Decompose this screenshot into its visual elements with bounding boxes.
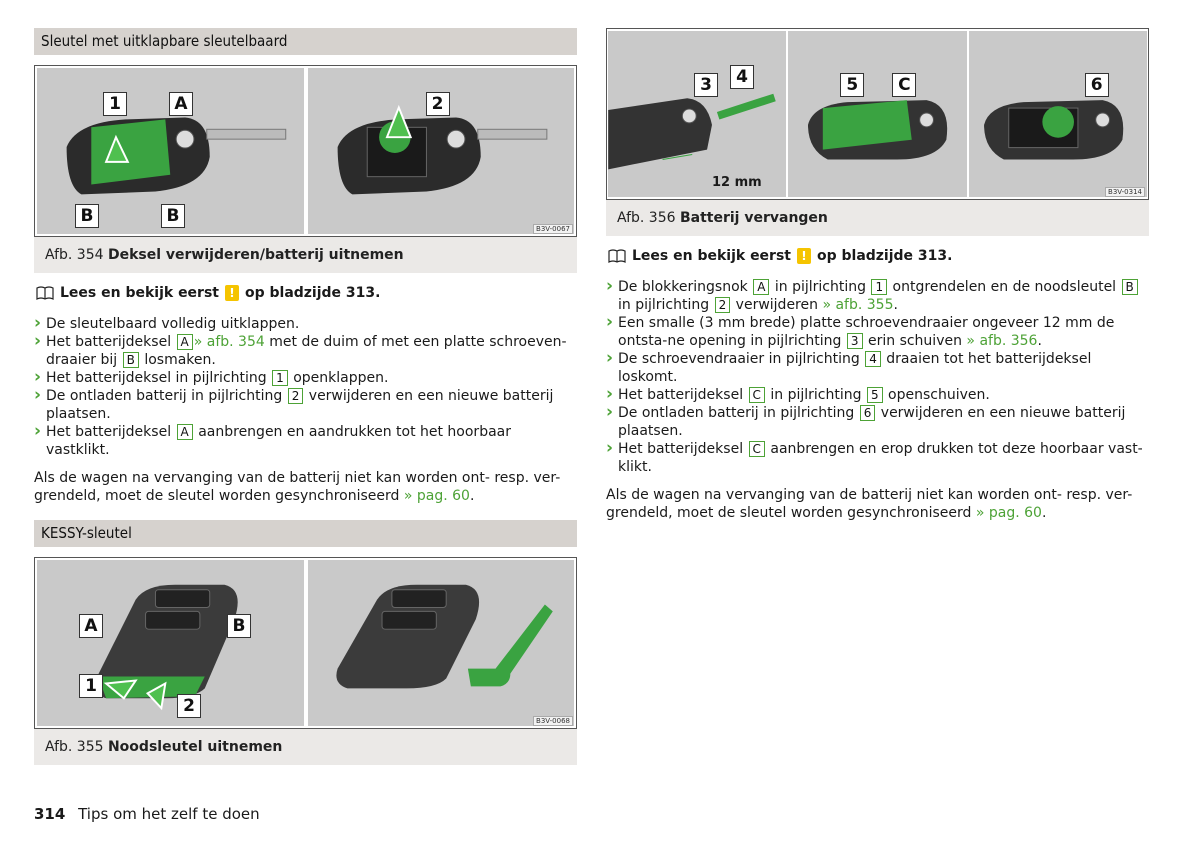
figure-355-panel-left [37, 560, 304, 726]
key-label: 1 [272, 370, 288, 386]
label-B-right: B [161, 204, 185, 228]
label-5: 5 [840, 73, 864, 97]
step-text: draaien tot het batterijdeksel loskomt. [618, 351, 1092, 385]
step-text: aanbrengen en erop drukken tot deze hoorbaar vast-klikt. [618, 441, 1143, 475]
label-4: 4 [730, 65, 754, 89]
section-title-flip-key: Sleutel met uitklapbare sleutelbaard [34, 28, 577, 55]
step-text: erin schuiven [863, 333, 967, 349]
sync-note-text-right: Als de wagen na vervanging van de batterij niet kan worden ont- resp. ver-grendeld, moet de sleutel worden gesynchroniseerd [606, 487, 1133, 521]
step-text: ontgrendelen en de noodsleutel [888, 279, 1121, 295]
key-label: C [749, 441, 765, 457]
left-step-4 [34, 387, 577, 423]
step-text: De ontladen batterij in pijlrichting [46, 388, 287, 404]
step-text: Het batterijdeksel [46, 334, 176, 350]
figure-356-caption [606, 200, 1149, 236]
right-column [606, 28, 1149, 522]
sync-note-right: Als de wagen na vervanging van de batterij niet kan worden ont- resp. ver-grendeld, moet de sleutel worden gesynchroniseerd » pag. 60. [606, 487, 1133, 521]
book-icon [608, 249, 626, 263]
step-text: Het batterijdeksel [618, 441, 748, 457]
label-A: A [169, 92, 193, 116]
key-label: A [177, 334, 193, 350]
step-text: met de duim of met een platte schroeven-draaier bij [46, 334, 567, 368]
step-text: De blokkeringsnok [618, 279, 753, 295]
right-step-2 [606, 314, 1149, 350]
figure-354-caption [34, 237, 577, 273]
left-step-1 [34, 315, 577, 333]
label-B-kessy: B [227, 614, 251, 638]
figure-355-panel-right [308, 560, 575, 726]
label-6: 6 [1085, 73, 1109, 97]
figure-356-panel-1 [608, 31, 786, 197]
screwdriver-insert-illustration [608, 31, 786, 197]
figure-link[interactable]: » afb. 356 [966, 333, 1038, 349]
left-column [34, 28, 577, 765]
figure-356-panel-3 [969, 31, 1147, 197]
key-label: 3 [847, 333, 863, 349]
figure-354-title: Deksel verwijderen/batterij uitnemen [107, 247, 404, 263]
step-text: verwijderen en een nieuwe batterij plaatsen. [618, 405, 1126, 439]
right-step-4 [606, 386, 1149, 404]
step-text: . [1037, 333, 1042, 349]
key-label: B [123, 352, 139, 368]
kessy-key-emergency-illustration [308, 560, 575, 726]
key-label: 5 [867, 387, 883, 403]
battery-remove-illustration [969, 31, 1147, 197]
figure-link[interactable]: » afb. 355 [822, 297, 894, 313]
step-text: in pijlrichting [618, 297, 714, 313]
left-step-3 [34, 369, 577, 387]
warning-icon: ! [225, 285, 239, 301]
figure-354-panel-left [37, 68, 304, 234]
step-text: De schroevendraaier in pijlrichting [618, 351, 865, 367]
step-text: openschuiven. [883, 387, 990, 403]
kessy-key-release-illustration [37, 560, 304, 726]
key-label: 2 [288, 388, 304, 404]
right-step-5 [606, 404, 1149, 440]
label-2: 2 [426, 92, 450, 116]
figure-link[interactable]: » afb. 354 [193, 334, 265, 350]
step-text: losmaken. [139, 352, 216, 368]
left-step-5 [34, 423, 577, 459]
page-60-link-right[interactable]: » pag. 60 [975, 505, 1042, 521]
label-1-kessy: 1 [79, 674, 103, 698]
step-text: in pijlrichting [765, 387, 866, 403]
key-label: B [1122, 279, 1138, 295]
right-steps-list [606, 278, 1149, 476]
warning-icon: ! [797, 248, 811, 264]
key-label: 1 [871, 279, 887, 295]
figure-354-panel-right [308, 68, 575, 234]
figure-355 [34, 557, 577, 729]
figure-356-title: Batterij vervangen [679, 210, 828, 226]
step-text: Het batterijdeksel in pijlrichting [46, 370, 272, 386]
step-text: openklappen. [288, 370, 389, 386]
figure-356-panel-2 [788, 31, 966, 197]
read-first-note-right [608, 248, 1149, 264]
left-steps-list [34, 315, 577, 459]
step-text: De ontladen batterij in pijlrichting [618, 405, 859, 421]
figure-355-title: Noodsleutel uitnemen [107, 739, 283, 755]
label-3: 3 [694, 73, 718, 97]
chapter-title: Tips om het zelf te doen [78, 805, 260, 823]
section-title-kessy: KESSY-sleutel [34, 520, 577, 547]
label-1: 1 [103, 92, 127, 116]
page-60-link-left[interactable]: » pag. 60 [403, 488, 470, 504]
step-text: Het batterijdeksel [46, 424, 176, 440]
figure-354 [34, 65, 577, 237]
sync-note-text-left: Als de wagen na vervanging van de batterij niet kan worden ont- resp. ver-grendeld, moet de sleutel worden gesynchroniseerd [34, 470, 561, 504]
page-number: 314 [34, 805, 66, 823]
key-label: A [753, 279, 769, 295]
figure-355-code: B3V-0068 [533, 716, 573, 726]
figure-355-caption [34, 729, 577, 765]
right-step-1 [606, 278, 1149, 314]
step-text: Een smalle (3 mm brede) platte schroevendraaier ongeveer 12 mm de ontsta-ne opening in pijlrichting [618, 315, 1115, 349]
book-icon [36, 286, 54, 300]
label-B-left: B [75, 204, 99, 228]
measure-label: 12 mm [712, 175, 762, 190]
figure-356-code: B3V-0314 [1105, 187, 1145, 197]
label-C: C [892, 73, 916, 97]
key-label: 4 [865, 351, 881, 367]
read-first-text-left: Lees en bekijk eerst [60, 285, 219, 301]
read-first-page-right: op bladzijde 313. [816, 248, 953, 264]
left-step-2 [34, 333, 577, 369]
figure-356 [606, 28, 1149, 200]
cover-slide-illustration [788, 31, 966, 197]
read-first-text-right: Lees en bekijk eerst [632, 248, 791, 264]
figure-355-number: Afb. 355 [45, 739, 104, 755]
figure-354-number: Afb. 354 [45, 247, 104, 263]
step-text: . [893, 297, 898, 313]
step-text: in pijlrichting [770, 279, 871, 295]
read-first-note-left [36, 285, 577, 301]
step-text: De sleutelbaard volledig uitklappen. [46, 316, 300, 332]
label-A-kessy: A [79, 614, 103, 638]
read-first-page-left: op bladzijde 313. [244, 285, 381, 301]
sync-note-left: Als de wagen na vervanging van de batterij niet kan worden ont- resp. ver-grendeld, moet de sleutel worden gesynchroniseerd » pag. 60. [34, 470, 561, 504]
step-text: verwijderen [731, 297, 823, 313]
figure-354-code: B3V-0067 [533, 224, 573, 234]
right-step-6 [606, 440, 1149, 476]
key-label: 6 [860, 405, 876, 421]
step-text: verwijderen en een nieuwe batterij plaatsen. [46, 388, 554, 422]
page-footer [34, 805, 260, 823]
step-text: Het batterijdeksel [618, 387, 748, 403]
figure-356-number: Afb. 356 [617, 210, 676, 226]
step-text: aanbrengen en aandrukken tot het hoorbaar vastklikt. [46, 424, 511, 458]
key-label: C [749, 387, 765, 403]
key-label: A [177, 424, 193, 440]
key-label: 2 [715, 297, 731, 313]
right-step-3 [606, 350, 1149, 386]
label-2-kessy: 2 [177, 694, 201, 718]
